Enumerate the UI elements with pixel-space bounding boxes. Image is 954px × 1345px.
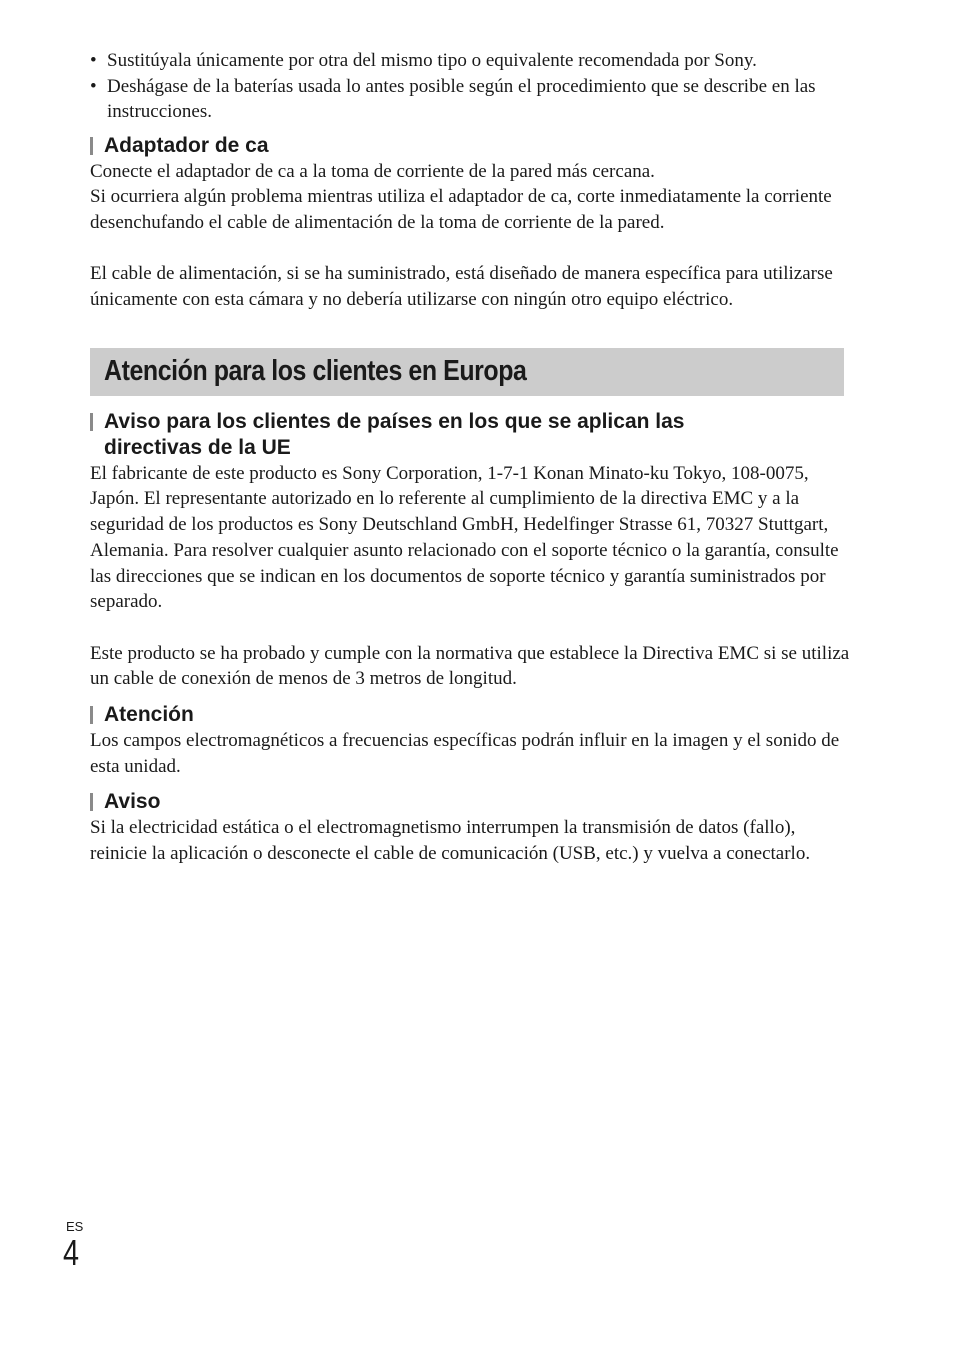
section-title: Atención para los clientes en Europa bbox=[104, 355, 527, 388]
adaptador-paragraph-2: Si ocurriera algún problema mientras utiliza el adaptador de ca, corte inmediatamente la corriente desenchufando el cable de alimentación de la toma de corriente de la pared. bbox=[90, 186, 832, 233]
bullet-text: Deshágase de la baterías usada lo antes posible según el procedimiento que se describe en las instrucciones. bbox=[107, 75, 816, 122]
bullet-icon: • bbox=[90, 50, 97, 71]
atencion-heading-text: Atención bbox=[104, 703, 194, 727]
adaptador-paragraph-3: El cable de alimentación, si se ha suministrado, está diseñado de manera específica para utilizarse únicamente con esta cámara y no debería utilizarse con ningún otro equipo eléctrico. bbox=[90, 263, 833, 310]
heading-bar-icon bbox=[90, 137, 93, 155]
aviso-ue-paragraph-2: Este producto se ha probado y cumple con la normativa que establece la Directiva EMC si se utiliza un cable de conexión de menos de 3 metros de longitud. bbox=[90, 642, 850, 690]
aviso-paragraph: Si la electricidad estática o el electromagnetismo interrumpen la transmisión de datos (fallo), reinicie la aplicación o desconecte el cable de comunicación (USB, etc.) y vuelva a conectarlo. bbox=[90, 817, 811, 865]
bullet-icon: • bbox=[90, 75, 97, 97]
heading-bar-icon bbox=[90, 793, 93, 811]
adaptador-paragraph-1: Conecte el adaptador de ca a la toma de corriente de la pared más cercana. bbox=[90, 160, 655, 182]
aviso-ue-heading-line2: directivas de la UE bbox=[104, 435, 291, 459]
bullet-item bbox=[90, 48, 850, 74]
page-language: ES bbox=[66, 1219, 84, 1234]
paragraph-gap bbox=[90, 615, 850, 641]
section-banner bbox=[90, 348, 844, 396]
page-content bbox=[90, 48, 850, 867]
bullet-item bbox=[90, 74, 850, 125]
aviso-heading bbox=[90, 789, 850, 815]
heading-bar-icon bbox=[90, 706, 93, 724]
battery-bullet-list bbox=[90, 48, 850, 125]
aviso-ue-heading bbox=[90, 409, 850, 461]
aviso-ue-heading-line1: Aviso para los clientes de países en los que se aplican las bbox=[104, 409, 685, 433]
adaptador-heading-text: Adaptador de ca bbox=[104, 133, 269, 157]
atencion-paragraph: Los campos electromagnéticos a frecuencias específicas podrán influir en la imagen y el sonido de esta unidad. bbox=[90, 730, 840, 777]
aviso-ue-paragraph-1: El fabricante de este producto es Sony Corporation, 1-7-1 Konan Minato-ku Tokyo, 108-0075, Japón. El representante autorizado en lo referente al cumplimiento de la directiva EMC y a la seguridad de los productos es Sony Deutschland GmbH, Hedelfinger Strasse 61, 70327 Stuttgart, Alemania. Para resolver cualquier asunto relacionado con el soporte técnico o la garantía, consulte las direcciones que se indican en los documentos de soporte técnico y garantía suministrados por separado. bbox=[90, 462, 839, 613]
atencion-heading bbox=[90, 702, 850, 728]
bullet-text: Sustitúyala únicamente por otra del mismo tipo o equivalente recomendada por Sony. bbox=[107, 50, 757, 71]
adaptador-heading bbox=[90, 133, 850, 159]
aviso-heading-text: Aviso bbox=[104, 790, 161, 814]
page-number: 4 bbox=[63, 1232, 80, 1273]
paragraph-gap bbox=[90, 236, 850, 262]
heading-bar-icon bbox=[90, 413, 93, 431]
